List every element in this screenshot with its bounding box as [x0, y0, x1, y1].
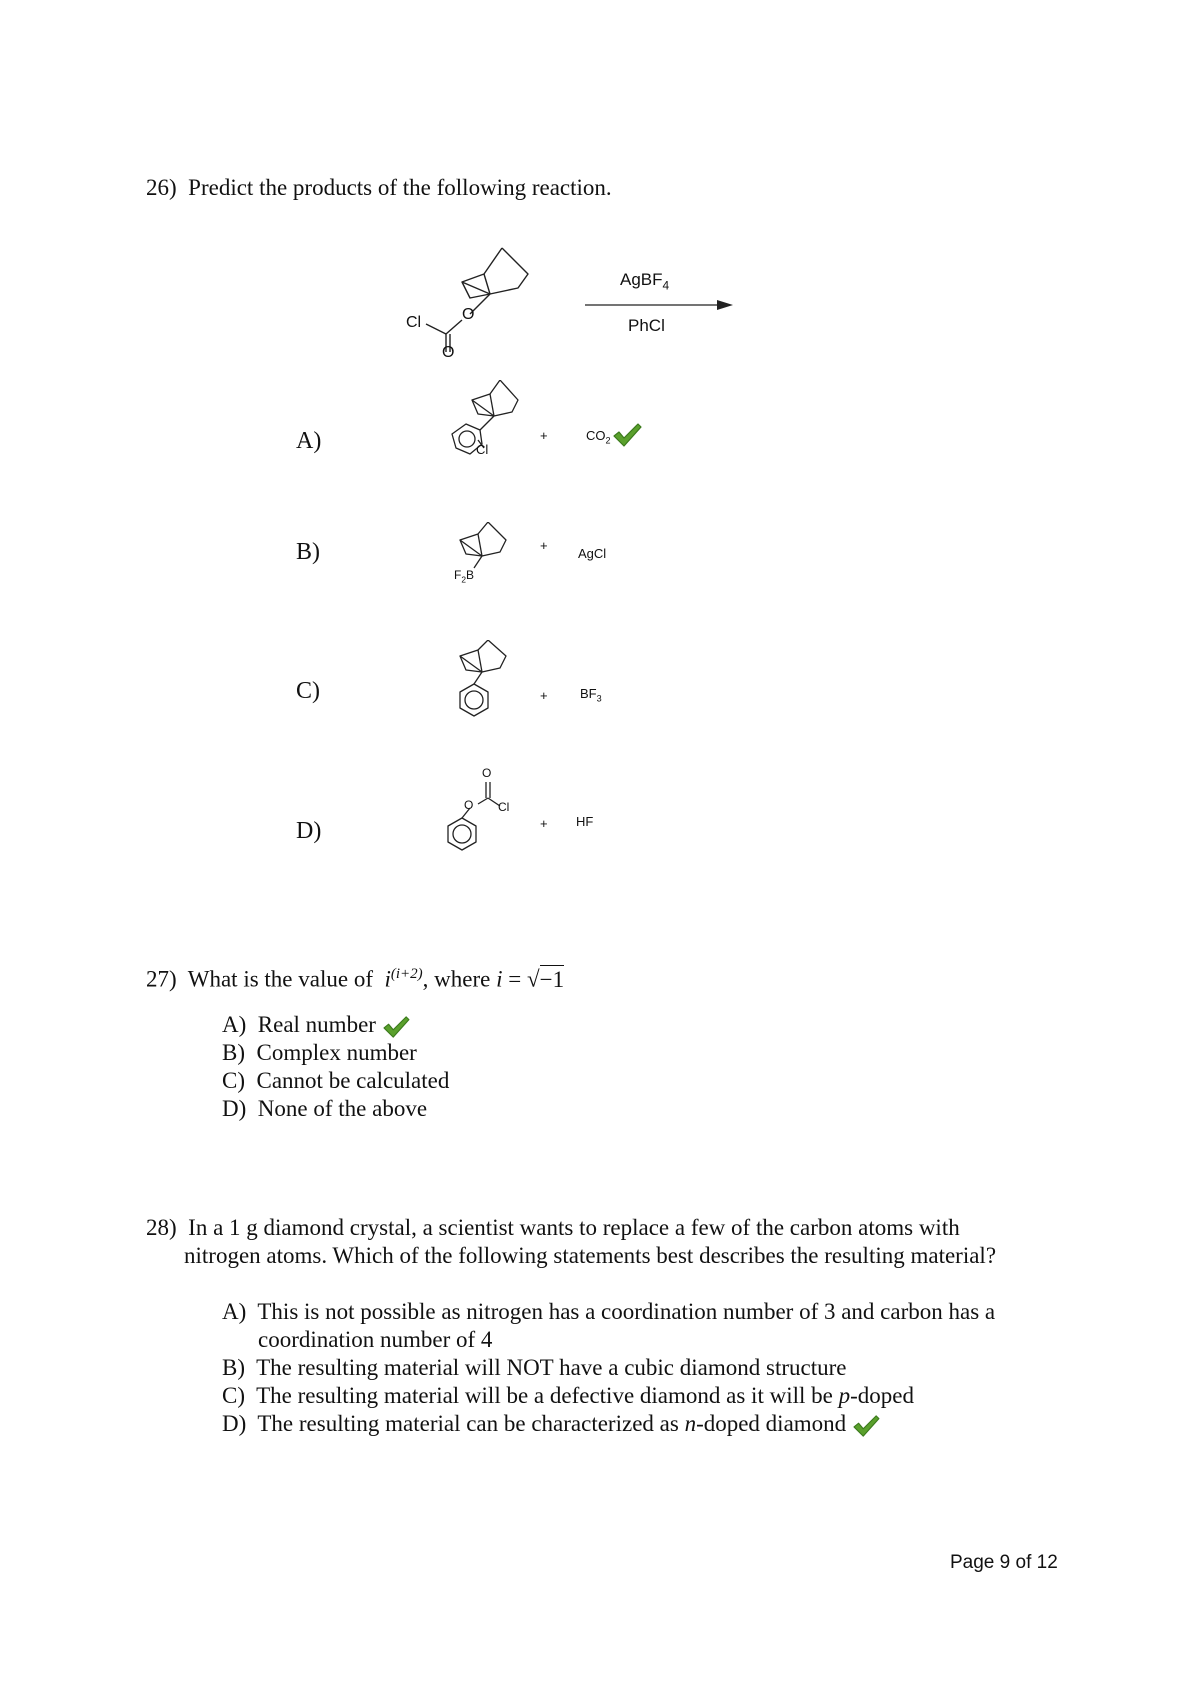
option-c-skeleton: [440, 640, 540, 730]
q27-choice-b: B) Complex number: [222, 1040, 417, 1065]
q27-choice-c: C) Cannot be calculated: [222, 1068, 450, 1093]
base-i: i: [384, 966, 391, 992]
question-number: 26): [146, 175, 177, 200]
option-b-label: B): [296, 539, 320, 565]
option-d-cl: Cl: [498, 800, 510, 814]
plus-d: +: [540, 816, 548, 831]
q27-choices: [222, 1011, 449, 1123]
plus-b: +: [540, 538, 548, 553]
option-b-group: $F_2B$: [454, 568, 475, 585]
option-b-structure: [448, 522, 528, 588]
carbonyl-oxygen: O: [442, 344, 455, 361]
option-d-label: D): [296, 818, 322, 844]
q28-choices: [222, 1298, 995, 1438]
page-number: Page 9 of 12: [950, 1552, 1058, 1573]
question-number: 27): [146, 966, 177, 992]
q28-d-check-icon: [852, 1414, 880, 1438]
option-a-cl: Cl: [476, 442, 489, 457]
option-a-check-icon: [612, 422, 642, 448]
question-number: 28): [146, 1215, 177, 1240]
q28-choice-a-line2: coordination number of 4: [258, 1327, 493, 1352]
option-d-carbonyl-o: O: [482, 766, 492, 780]
reactant-structure: [406, 240, 550, 361]
q28-choice-a: A) This is not possible as nitrogen has a coordination number of 3 and carbon has a: [222, 1299, 996, 1324]
option-a-coproduct: $CO_2$: [586, 428, 611, 446]
ester-oxygen: O: [462, 306, 475, 323]
plus-c: +: [540, 688, 548, 703]
option-b-coproduct: AgCl: [578, 546, 607, 561]
option-a-label: A): [296, 428, 322, 454]
radicand: −1: [539, 966, 565, 992]
q27-choice-d: D) None of the above: [222, 1096, 428, 1121]
option-c-structure: [440, 640, 540, 730]
reagent-top: AgBF$_4$: [620, 270, 670, 293]
q27-choice-a: A) Real number: [222, 1011, 449, 1039]
question-text: Predict the products of the following reaction.: [188, 175, 612, 200]
reaction-arrow: [585, 298, 735, 312]
reagent-bottom: PhCl: [628, 316, 665, 335]
question-text-line1: In a 1 g diamond crystal, a scientist wants to replace a few of the carbon atoms with: [188, 1215, 960, 1240]
chlorine-label: Cl: [406, 314, 422, 331]
q28-choice-b: B) The resulting material will NOT have a cubic diamond structure: [222, 1355, 847, 1380]
option-c-label: C): [296, 678, 320, 704]
sqrt-symbol: √: [526, 966, 540, 992]
question-26: [146, 174, 612, 202]
plus-a: +: [540, 428, 548, 443]
question-28: [146, 1214, 996, 1270]
option-d-ester-o: O: [464, 798, 474, 812]
question-text-line2: nitrogen atoms. Which of the following statements best describes the resulting material?: [184, 1243, 997, 1268]
q27-a-check-icon: [382, 1015, 410, 1039]
where-text: , where: [422, 966, 491, 992]
option-d-structure: [440, 764, 540, 864]
reactant-skeleton: [410, 240, 550, 360]
option-a-structure: [440, 380, 540, 470]
option-d-coproduct: HF: [576, 814, 594, 829]
option-a-skeleton: [440, 380, 540, 470]
exponent: (i+2): [390, 966, 423, 982]
question-27: 27) What is the value of $i^{(i+2)}$, where i = √−1: [146, 966, 565, 992]
var-i: i: [496, 966, 503, 992]
question-text: What is the value of: [187, 966, 373, 992]
q28-choice-c: C) The resulting material will be a defective diamond as it will be p-doped: [222, 1383, 914, 1408]
option-c-coproduct: $BF_3$: [580, 686, 602, 704]
q28-choice-d: D) The resulting material can be characterized as n-doped diamond: [222, 1410, 995, 1438]
